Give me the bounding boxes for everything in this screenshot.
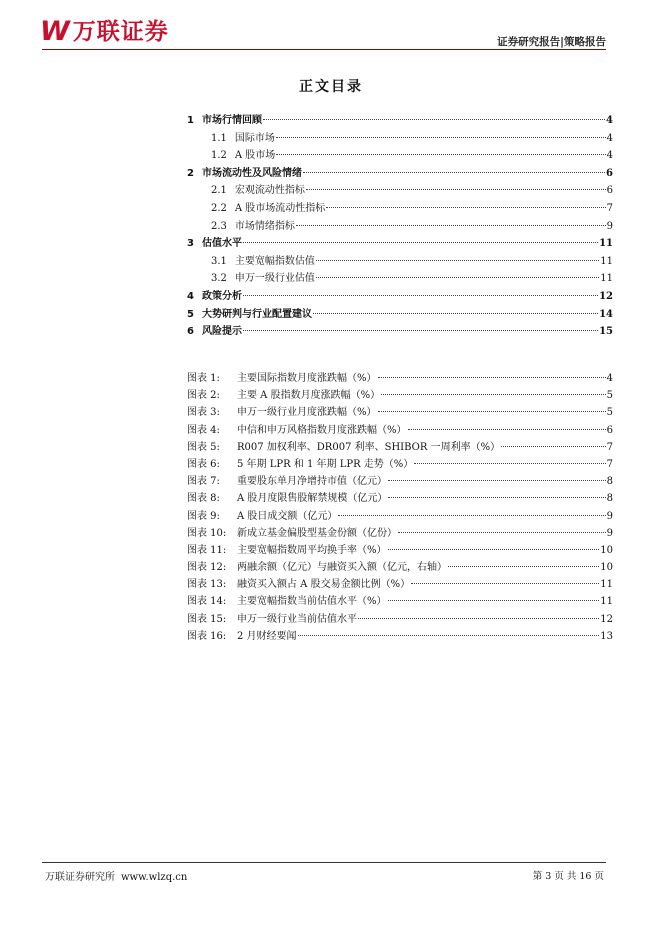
toc-entry-page: 12 (599, 290, 613, 302)
toc-entry[interactable] (187, 182, 613, 200)
dot-leader (276, 136, 606, 138)
figure-entry-number: 图表 2: (187, 390, 220, 402)
toc-entry-title[interactable]: 政策分析 (201, 290, 242, 302)
toc-entry-page: 11 (599, 238, 613, 250)
toc-entry-title[interactable]: 市场情绪指标 (234, 220, 295, 232)
toc-entry[interactable] (187, 235, 613, 253)
figure-entry[interactable] (187, 576, 613, 593)
figure-entry-number: 图表 8: (187, 493, 220, 505)
toc-entry-title[interactable]: 主要宽幅指数估值 (234, 255, 315, 267)
page-number: 第 3 页 共 16 页 (532, 871, 604, 882)
toc-entry-title[interactable]: 市场流动性及风险情绪 (201, 167, 302, 179)
report-category: 证券研究报告|策略报告 (497, 36, 606, 48)
figure-entry-page: 5 (606, 390, 613, 402)
figure-entry-page: 11 (600, 596, 613, 608)
dot-leader (408, 428, 606, 430)
dot-leader (388, 479, 606, 481)
figure-entry-number: 图表 7: (187, 476, 220, 488)
figure-entry-title[interactable]: 申万一级行业当前估值水平 (237, 613, 357, 625)
figure-entry-number: 图表 15: (187, 613, 227, 625)
figure-entry-number: 图表 11: (187, 544, 227, 556)
toc-title: 正文目录 (299, 79, 363, 95)
figure-entry-page: 7 (606, 458, 613, 470)
toc-entry-title[interactable]: A 股市场流动性指标 (234, 202, 326, 214)
dot-leader (338, 514, 605, 516)
toc-entry[interactable] (187, 200, 613, 218)
dot-leader (378, 376, 606, 378)
toc-entry-number: 2.3 (211, 220, 227, 232)
figure-entry[interactable] (187, 456, 613, 473)
figure-entry-page: 10 (600, 544, 613, 556)
toc-entry-number: 5 (187, 308, 194, 320)
figure-entry[interactable] (187, 370, 613, 387)
figure-entry-title[interactable]: A 股日成交额（亿元） (237, 510, 338, 522)
toc-entry-page: 15 (599, 326, 613, 338)
dot-leader (448, 565, 599, 567)
toc-entry[interactable] (187, 323, 613, 341)
toc-entry-page: 14 (599, 308, 613, 320)
figure-entry[interactable] (187, 628, 613, 645)
table-of-contents (187, 112, 613, 341)
dot-leader (358, 617, 599, 619)
figure-entry-title[interactable]: 新成立基金偏股型基金份额（亿份） (237, 527, 397, 539)
toc-entry-title[interactable]: 国际市场 (234, 132, 275, 144)
figure-entry-page: 12 (600, 613, 613, 625)
figure-entry-page: 8 (606, 493, 613, 505)
figure-entry-title[interactable]: 主要 A 股指数月度涨跌幅（%） (237, 390, 381, 402)
header-divider (42, 49, 606, 50)
figure-entry[interactable] (187, 490, 613, 507)
toc-entry-number: 2.1 (211, 185, 227, 197)
figure-entry-title[interactable]: 主要宽幅指数周平均换手率（%） (237, 544, 387, 556)
figure-entry[interactable] (187, 422, 613, 439)
toc-entry[interactable] (187, 288, 613, 306)
figure-entry-number: 图表 3: (187, 407, 220, 419)
toc-entry-number: 1.1 (211, 132, 227, 144)
figure-entry-title[interactable]: 2 月财经要闻 (237, 630, 297, 642)
dot-leader (411, 582, 599, 584)
toc-entry-number: 2.2 (211, 202, 227, 214)
figure-entry-page: 5 (606, 407, 613, 419)
dot-leader (316, 276, 599, 278)
toc-entry-page: 7 (606, 202, 613, 214)
figure-entry-page: 10 (600, 562, 613, 574)
dot-leader (388, 496, 605, 498)
toc-entry-title[interactable]: 宏观流动性指标 (234, 185, 305, 197)
figure-entry[interactable] (187, 473, 613, 490)
figure-entry-title[interactable]: 中信和申万风格指数月度涨跌幅（%） (237, 424, 407, 436)
footer-divider (42, 862, 606, 863)
toc-entry[interactable] (187, 306, 613, 324)
dot-leader (296, 224, 606, 226)
toc-entry-number: 3 (187, 238, 194, 250)
page-header (0, 0, 662, 52)
dot-leader (378, 410, 606, 412)
toc-entry[interactable] (187, 130, 613, 148)
figure-entry-title[interactable]: 两融余额（亿元）与融资买入额（亿元，右轴） (237, 562, 447, 574)
figure-entry-page: 4 (606, 373, 613, 384)
figure-entry[interactable] (187, 559, 613, 576)
figure-entry-title[interactable]: 申万一级行业月度涨跌幅（%） (237, 407, 377, 419)
toc-entry-title[interactable]: 申万一级行业估值 (234, 273, 315, 285)
dot-leader (263, 118, 605, 120)
toc-entry[interactable] (187, 112, 613, 130)
toc-entry-page: 11 (600, 255, 613, 267)
figure-entry[interactable] (187, 404, 613, 421)
dot-leader (388, 599, 600, 601)
figure-entry[interactable] (187, 387, 613, 404)
toc-entry-number: 6 (187, 326, 194, 338)
dot-leader (326, 206, 605, 208)
dot-leader (276, 153, 605, 155)
figure-entry-title[interactable]: 主要宽幅指数当前估值水平（%） (237, 596, 387, 608)
toc-entry-number: 1 (187, 115, 194, 126)
figure-entry[interactable] (187, 593, 613, 610)
figure-entry-page: 13 (600, 630, 613, 642)
figure-entry-title[interactable]: R007 加权利率、DR007 利率、SHIBOR 一周利率（%） (237, 441, 501, 453)
figure-entry-page: 8 (606, 476, 613, 488)
figure-entry-page: 6 (606, 424, 613, 436)
toc-entry-page: 6 (606, 185, 613, 197)
figure-entry-title[interactable]: 主要国际指数月度涨跌幅（%） (237, 373, 377, 384)
dot-leader (306, 188, 606, 190)
dot-leader (388, 548, 600, 550)
dot-leader (313, 312, 598, 314)
toc-entry-number: 1.2 (211, 150, 227, 162)
dot-leader (501, 445, 606, 447)
figure-entry[interactable] (187, 525, 613, 542)
toc-entry-page: 4 (606, 132, 613, 144)
toc-entry-page: 11 (600, 273, 613, 285)
dot-leader (298, 634, 600, 636)
figure-entry-number: 图表 10: (187, 527, 227, 539)
toc-entry[interactable] (187, 253, 613, 271)
toc-entry-number: 3.1 (211, 255, 227, 267)
figure-entry[interactable] (187, 439, 613, 456)
toc-entry-title[interactable]: A 股市场 (234, 150, 276, 162)
toc-entry[interactable] (187, 165, 613, 183)
logo-text: 万联证券 (72, 19, 169, 45)
figure-entry[interactable] (187, 542, 613, 559)
figure-entry-page: 7 (606, 441, 613, 453)
dot-leader (243, 241, 598, 243)
figure-entry-title[interactable]: A 股月度限售股解禁规模（亿元） (237, 493, 388, 505)
logo-mark: W (40, 16, 69, 47)
figure-entry-page: 9 (606, 527, 613, 539)
toc-entry[interactable] (187, 270, 613, 288)
toc-entry-title[interactable]: 大势研判与行业配置建议 (201, 308, 312, 320)
figure-entry[interactable] (187, 611, 613, 628)
dot-leader (414, 462, 605, 464)
figure-entry-number: 图表 12: (187, 562, 227, 574)
figure-entry-number: 图表 9: (187, 510, 220, 522)
figure-entry-number: 图表 4: (187, 424, 220, 436)
figure-entry-title[interactable]: 重要股东单月净增持市值（亿元） (237, 476, 387, 488)
figure-entry-page: 11 (600, 579, 613, 591)
toc-entry-title[interactable]: 市场行情回顾 (201, 115, 262, 126)
toc-entry-number: 4 (187, 290, 194, 302)
dot-leader (303, 171, 605, 173)
toc-entry[interactable] (187, 147, 613, 165)
figure-entry-title[interactable]: 5 年期 LPR 和 1 年期 LPR 走势（%） (237, 458, 414, 470)
figure-entry-title[interactable]: 融资买入额占 A 股交易金额比例（%） (237, 579, 411, 591)
dot-leader (381, 393, 606, 395)
toc-entry-title[interactable]: 风险提示 (201, 326, 242, 338)
figure-entry-number: 图表 6: (187, 458, 220, 470)
dot-leader (243, 294, 598, 296)
toc-entry-page: 4 (606, 150, 613, 162)
toc-entry-page: 6 (606, 167, 613, 179)
toc-entry-number: 3.2 (211, 273, 227, 285)
dot-leader (398, 531, 606, 533)
figure-list (187, 370, 613, 645)
figure-entry-number: 图表 13: (187, 579, 227, 591)
figure-entry-number: 图表 5: (187, 441, 220, 453)
toc-entry-page: 4 (606, 115, 613, 126)
footer-left (45, 868, 187, 883)
footer-institute: 万联证券研究所 (45, 872, 115, 883)
toc-entry-page: 9 (606, 220, 613, 232)
figure-entry[interactable] (187, 508, 613, 525)
figure-entry-number: 图表 1: (187, 373, 220, 384)
dot-leader (316, 259, 599, 261)
toc-entry-title[interactable]: 估值水平 (201, 238, 242, 250)
company-logo (40, 16, 169, 48)
footer-website[interactable]: www.wlzq.cn (121, 872, 188, 883)
toc-entry-number: 2 (187, 167, 194, 179)
figure-entry-number: 图表 14: (187, 596, 227, 608)
figure-entry-number: 图表 16: (187, 630, 227, 642)
dot-leader (243, 329, 598, 331)
toc-entry[interactable] (187, 218, 613, 236)
figure-entry-page: 9 (606, 510, 613, 522)
